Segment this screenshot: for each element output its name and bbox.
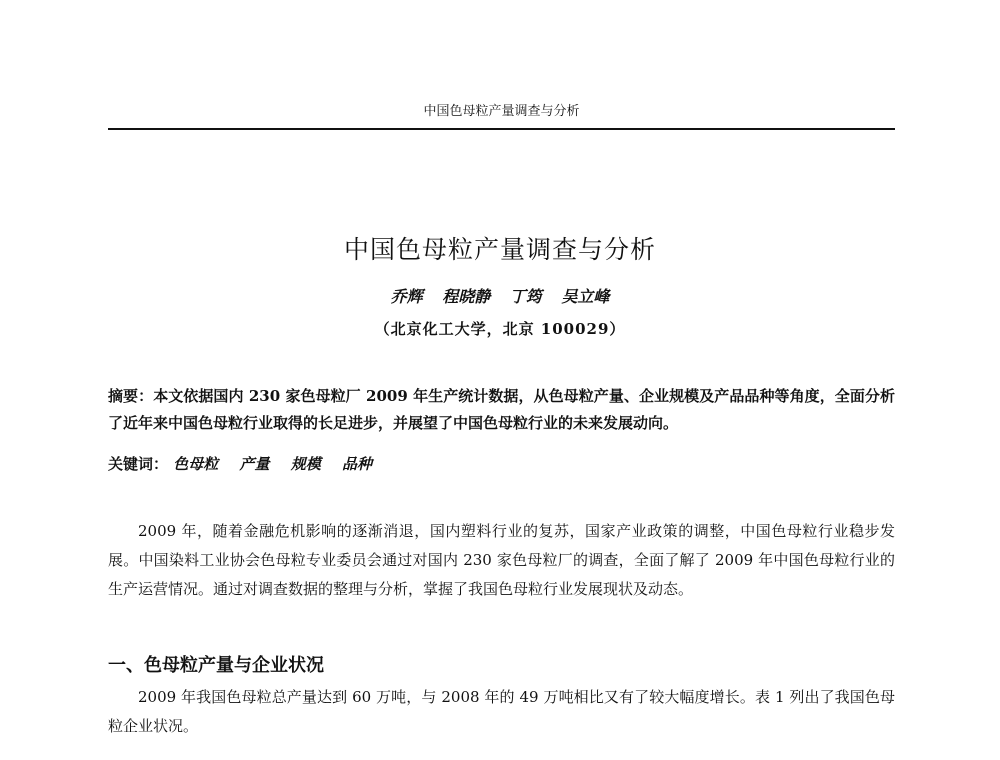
- authors: 乔辉 程晓静 丁筠 吴立峰: [390, 287, 610, 306]
- abstract: [108, 383, 895, 437]
- keywords-label: 关键词：: [108, 455, 169, 473]
- paper-title: 中国色母粒产量调查与分析: [343, 235, 656, 264]
- affiliation: （北京化工大学，北京 100029）: [374, 320, 626, 338]
- keyword: 品种: [342, 455, 373, 473]
- keyword: 色母粒: [173, 455, 219, 473]
- running-header: 中国色母粒产量调查与分析: [423, 104, 580, 119]
- abstract-label: 摘要：: [108, 387, 154, 405]
- abstract-text: 本文依据国内 230 家色母粒厂 2009 年生产统计数据，从色母粒产量、企业规模及产品品种等角度，全面分析了近年来中国色母粒行业取得的长足进步，并展望了中国色母粒行业的未来发展动向。: [108, 387, 895, 432]
- keyword: 规模: [290, 455, 321, 473]
- section-paragraph: 2009 年我国色母粒总产量达到 60 万吨，与 2008 年的 49 万吨相比又有了较大幅度增长。表 1 列出了我国色母粒企业状况。: [108, 688, 895, 735]
- keywords: [108, 451, 895, 478]
- section-heading: 一、色母粒产量与企业状况: [108, 655, 324, 676]
- intro-paragraph: 2009 年，随着金融危机影响的逐渐消退，国内塑料行业的复苏，国家产业政策的调整，中国色母粒行业稳步发展。中国染料工业协会色母粒专业委员会通过对国内 230 家色母粒厂的调查，全面了解了 2009 年中国色母粒行业的生产运营情况。通过对调查数据的整理与分析，掌握了我国色母粒行业发展现状及动态。: [108, 522, 895, 598]
- keyword: 产量: [239, 455, 270, 473]
- header-rule: [108, 128, 895, 130]
